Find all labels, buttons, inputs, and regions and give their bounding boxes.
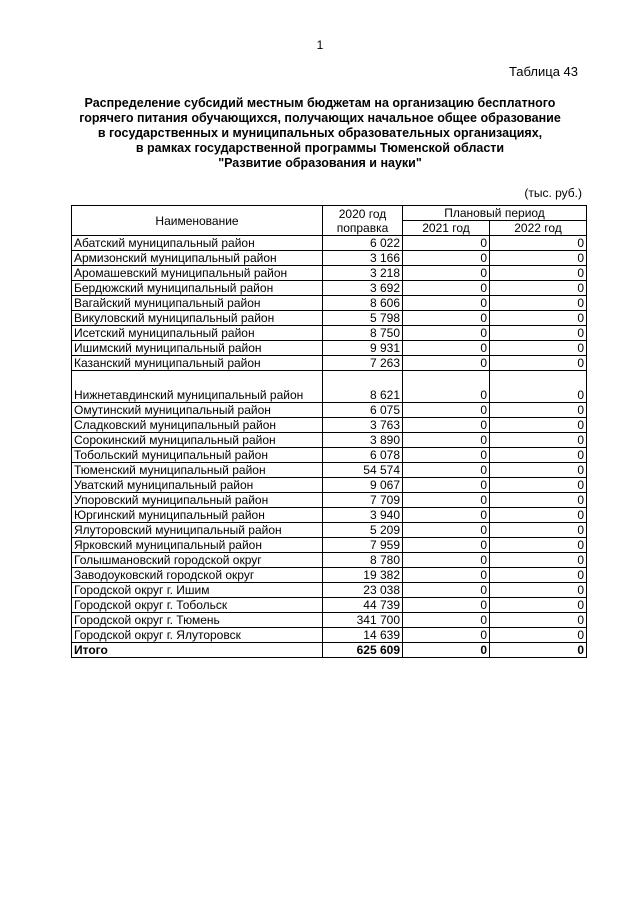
municipality-name: Итого (72, 643, 323, 658)
value-2021: 0 (403, 448, 490, 463)
value-2020: 6 075 (323, 403, 403, 418)
value-2021: 0 (403, 523, 490, 538)
value-2021: 0 (403, 433, 490, 448)
municipality-name: Нижнетавдинский муниципальный район (72, 371, 323, 403)
value-2021: 0 (403, 341, 490, 356)
value-2022: 0 (490, 433, 587, 448)
table-row (72, 508, 587, 523)
value-2022: 0 (490, 628, 587, 643)
value-2022: 0 (490, 493, 587, 508)
value-2020: 5 798 (323, 311, 403, 326)
value-2021: 0 (403, 266, 490, 281)
value-2021: 0 (403, 538, 490, 553)
header-2020: 2020 год поправка (323, 206, 403, 236)
municipality-name: Ярковский муниципальный район (72, 538, 323, 553)
header-2022: 2022 год (490, 221, 587, 236)
value-2022: 0 (490, 643, 587, 658)
table-row (72, 538, 587, 553)
municipality-name: Городской округ г. Тобольск (72, 598, 323, 613)
value-2021: 0 (403, 403, 490, 418)
value-2022: 0 (490, 583, 587, 598)
table-body (72, 236, 587, 658)
value-2022: 0 (490, 326, 587, 341)
header-name: Наименование (72, 206, 323, 236)
value-2021: 0 (403, 643, 490, 658)
value-2022: 0 (490, 281, 587, 296)
value-2020: 23 038 (323, 583, 403, 598)
value-2022: 0 (490, 538, 587, 553)
municipality-name: Сладковский муниципальный район (72, 418, 323, 433)
value-2020: 8 780 (323, 553, 403, 568)
value-2022: 0 (490, 613, 587, 628)
table-row (72, 433, 587, 448)
table-row (72, 251, 587, 266)
value-2021: 0 (403, 628, 490, 643)
value-2020: 3 166 (323, 251, 403, 266)
value-2020: 7 709 (323, 493, 403, 508)
value-2022: 0 (490, 236, 587, 251)
header-planned-period: Плановый период (403, 206, 587, 221)
value-2020: 14 639 (323, 628, 403, 643)
value-2022: 0 (490, 371, 587, 403)
value-2022: 0 (490, 251, 587, 266)
value-2021: 0 (403, 568, 490, 583)
municipality-name: Уватский муниципальный район (72, 478, 323, 493)
value-2021: 0 (403, 613, 490, 628)
table-row (72, 266, 587, 281)
table-label: Таблица 43 (508, 64, 578, 79)
table-row (72, 341, 587, 356)
municipality-name: Ялуторовский муниципальный район (72, 523, 323, 538)
value-2021: 0 (403, 598, 490, 613)
municipality-name: Голышмановский городской округ (72, 553, 323, 568)
value-2020: 3 763 (323, 418, 403, 433)
value-2021: 0 (403, 236, 490, 251)
value-2021: 0 (403, 493, 490, 508)
value-2021: 0 (403, 553, 490, 568)
value-2021: 0 (403, 371, 490, 403)
table-row (72, 628, 587, 643)
municipality-name: Заводоуковский городской округ (72, 568, 323, 583)
page-number: 1 (316, 38, 324, 52)
table-row (72, 568, 587, 583)
table-row (72, 296, 587, 311)
value-2020: 5 209 (323, 523, 403, 538)
municipality-name: Городской округ г. Тюмень (72, 613, 323, 628)
value-2020: 7 959 (323, 538, 403, 553)
value-2020: 54 574 (323, 463, 403, 478)
value-2021: 0 (403, 311, 490, 326)
value-2022: 0 (490, 478, 587, 493)
table-row (72, 448, 587, 463)
value-2021: 0 (403, 508, 490, 523)
value-2020: 3 940 (323, 508, 403, 523)
value-2020: 8 606 (323, 296, 403, 311)
title-line: "Развитие образования и науки" (218, 156, 422, 170)
value-2020: 7 263 (323, 356, 403, 371)
value-2020: 3 890 (323, 433, 403, 448)
municipality-name: Городской округ г. Ялуторовск (72, 628, 323, 643)
value-2021: 0 (403, 478, 490, 493)
value-2022: 0 (490, 508, 587, 523)
table-row (72, 403, 587, 418)
municipality-name: Казанский муниципальный район (72, 356, 323, 371)
value-2022: 0 (490, 598, 587, 613)
municipality-name: Тюменский муниципальный район (72, 463, 323, 478)
value-2022: 0 (490, 553, 587, 568)
title-line: Распределение субсидий местным бюджетам на организацию бесплатного (84, 96, 556, 110)
table-row (72, 493, 587, 508)
table-row (72, 356, 587, 371)
title-line: в государственных и муниципальных образовательных организациях, (97, 126, 543, 140)
value-2022: 0 (490, 463, 587, 478)
value-2020: 341 700 (323, 613, 403, 628)
municipality-name: Бердюжский муниципальный район (72, 281, 323, 296)
table-row (72, 236, 587, 251)
municipality-name: Вагайский муниципальный район (72, 296, 323, 311)
value-2020: 9 067 (323, 478, 403, 493)
value-2021: 0 (403, 296, 490, 311)
value-2022: 0 (490, 523, 587, 538)
value-2022: 0 (490, 403, 587, 418)
title-line: горячего питания обучающихся, получающих начальное общее образование (79, 111, 561, 125)
value-2022: 0 (490, 448, 587, 463)
value-2020: 9 931 (323, 341, 403, 356)
value-2021: 0 (403, 251, 490, 266)
table-row (72, 418, 587, 433)
value-2021: 0 (403, 356, 490, 371)
value-2021: 0 (403, 583, 490, 598)
header-2021: 2021 год (403, 221, 490, 236)
value-2020: 19 382 (323, 568, 403, 583)
table-row (72, 613, 587, 628)
table-row (72, 326, 587, 341)
value-2020: 3 218 (323, 266, 403, 281)
municipality-name: Упоровский муниципальный район (72, 493, 323, 508)
municipality-name: Исетский муниципальный район (72, 326, 323, 341)
value-2020: 3 692 (323, 281, 403, 296)
document-title (60, 96, 580, 171)
table-row (72, 598, 587, 613)
table-row (72, 478, 587, 493)
value-2022: 0 (490, 341, 587, 356)
value-2022: 0 (490, 311, 587, 326)
municipality-name: Сорокинский муниципальный район (72, 433, 323, 448)
subsidy-table (71, 205, 587, 658)
municipality-name: Юргинский муниципальный район (72, 508, 323, 523)
value-2021: 0 (403, 463, 490, 478)
table-row (72, 371, 587, 403)
value-2020: 625 609 (323, 643, 403, 658)
total-row (72, 643, 587, 658)
value-2021: 0 (403, 418, 490, 433)
table-row (72, 311, 587, 326)
table-row (72, 583, 587, 598)
title-line: в рамках государственной программы Тюменской области (135, 141, 505, 155)
value-2021: 0 (403, 326, 490, 341)
value-2020: 44 739 (323, 598, 403, 613)
value-2020: 8 621 (323, 371, 403, 403)
table-row (72, 523, 587, 538)
value-2020: 6 022 (323, 236, 403, 251)
value-2020: 8 750 (323, 326, 403, 341)
value-2020: 6 078 (323, 448, 403, 463)
municipality-name: Омутинский муниципальный район (72, 403, 323, 418)
table-row (72, 553, 587, 568)
units-label: (тыс. руб.) (524, 186, 582, 200)
municipality-name: Аромашевский муниципальный район (72, 266, 323, 281)
table-row (72, 281, 587, 296)
municipality-name: Армизонский муниципальный район (72, 251, 323, 266)
value-2022: 0 (490, 266, 587, 281)
municipality-name: Городской округ г. Ишим (72, 583, 323, 598)
value-2022: 0 (490, 296, 587, 311)
municipality-name: Ишимский муниципальный район (72, 341, 323, 356)
municipality-name: Викуловский муниципальный район (72, 311, 323, 326)
value-2022: 0 (490, 418, 587, 433)
value-2021: 0 (403, 281, 490, 296)
municipality-name: Тобольский муниципальный район (72, 448, 323, 463)
municipality-name: Абатский муниципальный район (72, 236, 323, 251)
table-row (72, 463, 587, 478)
value-2022: 0 (490, 568, 587, 583)
value-2022: 0 (490, 356, 587, 371)
